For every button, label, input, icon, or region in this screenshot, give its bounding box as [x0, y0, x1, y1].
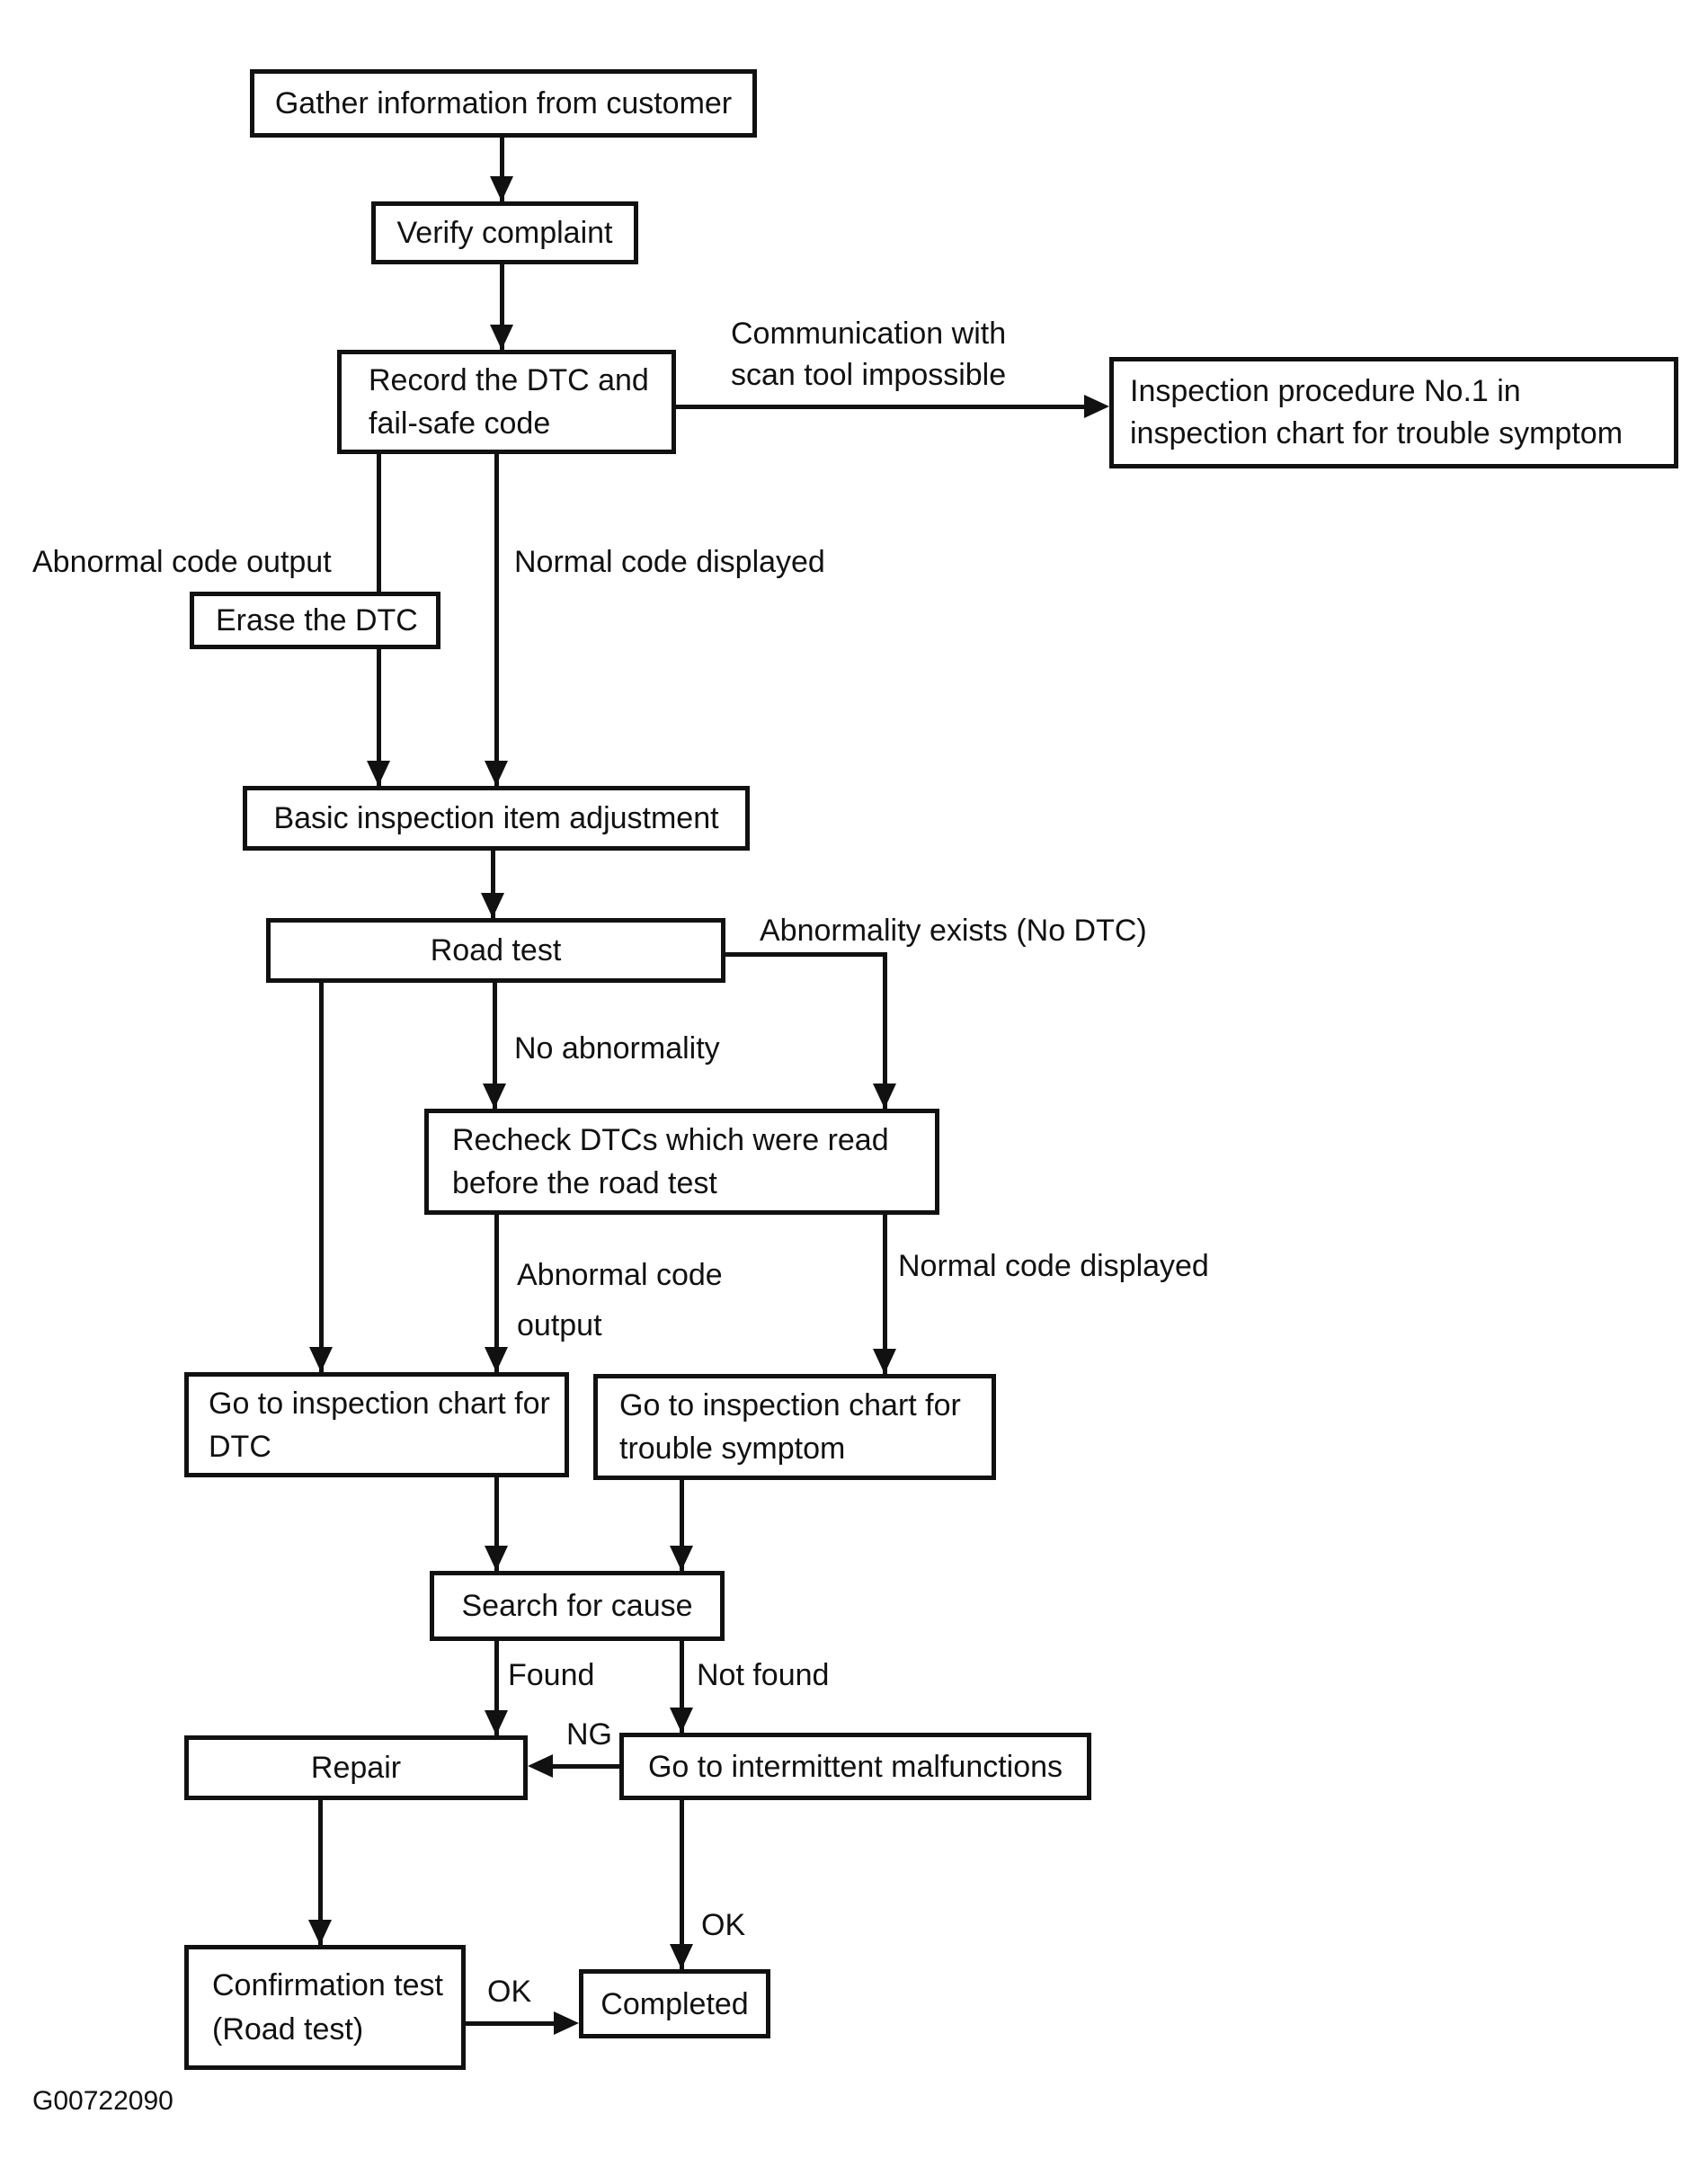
node-label-line: Confirmation test [212, 1967, 443, 2002]
node-label: Road test [430, 933, 562, 968]
node-label-line: Inspection procedure No.1 in [1130, 374, 1521, 408]
node-label-line: (Road test) [212, 2011, 364, 2047]
node-confirmation-test [184, 1945, 466, 2070]
node-inspection-procedure-no1 [1109, 357, 1678, 468]
arrow-down-icon [873, 1349, 896, 1374]
node-label: Completed [600, 1986, 749, 2021]
arrow-down-icon [485, 1347, 508, 1372]
arrow-left-icon [528, 1754, 553, 1778]
node-label-line: fail-safe code [369, 406, 551, 441]
node-gather-information [250, 69, 757, 138]
node-record-dtc [337, 350, 676, 454]
node-repair [184, 1735, 528, 1800]
edge-label-found: Found [508, 1658, 595, 1692]
arrow-down-icon [670, 1708, 693, 1733]
node-intermittent-malfunctions [619, 1733, 1091, 1800]
node-erase-dtc [190, 592, 440, 649]
node-label-line: inspection chart for trouble symptom [1130, 416, 1623, 450]
node-label: Gather information from customer [274, 86, 733, 120]
node-label: Basic inspection item adjustment [273, 801, 719, 835]
edge-label-not-found: Not found [697, 1658, 830, 1692]
arrow-right-icon [554, 2011, 579, 2035]
edge-label-line: Abnormal code [517, 1258, 723, 1292]
node-chart-for-trouble-symptom [593, 1374, 996, 1480]
node-recheck-dtcs [424, 1109, 939, 1215]
figure-code: G00722090 [32, 2086, 173, 2116]
edge-label-line: scan tool impossible [731, 358, 1007, 392]
node-search-for-cause [430, 1571, 725, 1641]
arrow-down-icon [308, 1920, 332, 1945]
edge-label-normal-code-displayed-2: Normal code displayed [898, 1249, 1209, 1283]
edge-label-communication [731, 313, 1006, 396]
node-label: Search for cause [461, 1589, 693, 1623]
node-label: Verify complaint [396, 216, 613, 250]
arrow-down-icon [670, 1944, 693, 1969]
edge-label-abnormal-code-output: Abnormal code output [32, 545, 332, 579]
node-label: Repair [310, 1751, 402, 1785]
node-basic-inspection [243, 786, 750, 851]
node-label-line: Record the DTC and [369, 363, 649, 397]
edge-label-abnormal-code-output-2 [517, 1250, 723, 1351]
connector-line [550, 1764, 619, 1769]
arrow-down-icon [873, 1084, 896, 1109]
edge-label-ng: NG [566, 1717, 612, 1752]
connector-line [319, 981, 324, 1372]
node-verify-complaint [371, 201, 638, 264]
edge-label-ok-intermittent: OK [701, 1908, 746, 1942]
arrow-right-icon [1084, 395, 1109, 418]
node-label: Erase the DTC [216, 603, 418, 638]
edge-label-normal-code-displayed: Normal code displayed [514, 545, 825, 579]
node-label: Go to intermittent malfunctions [647, 1749, 1063, 1784]
edge-label-no-abnormality: No abnormality [514, 1031, 720, 1066]
connector-line [465, 2021, 556, 2026]
arrow-down-icon [485, 1546, 508, 1571]
node-label-line: Recheck DTCs which were read [452, 1123, 889, 1157]
arrow-down-icon [490, 325, 513, 350]
connector-line [377, 452, 381, 592]
node-completed [579, 1969, 770, 2038]
arrow-down-icon [481, 893, 504, 918]
connector-line [494, 452, 499, 786]
arrow-down-icon [670, 1546, 693, 1571]
arrow-down-icon [309, 1347, 333, 1372]
edge-label-line: output [517, 1308, 602, 1342]
edge-label-line: Communication with [731, 317, 1007, 351]
node-label-line: DTC [209, 1429, 271, 1464]
node-chart-for-dtc [184, 1372, 569, 1477]
edge-label-abnormality-exists: Abnormality exists (No DTC) [760, 914, 1147, 948]
edge-label-ok-confirmation: OK [487, 1975, 532, 2009]
arrow-down-icon [485, 1710, 508, 1735]
node-label-line: Go to inspection chart for [209, 1386, 550, 1421]
arrow-down-icon [490, 176, 513, 201]
connector-line [674, 405, 1090, 409]
arrow-down-icon [483, 1084, 506, 1109]
arrow-down-icon [367, 761, 390, 786]
node-label-line: before the road test [452, 1166, 717, 1200]
node-label-line: trouble symptom [619, 1431, 846, 1466]
arrow-down-icon [485, 761, 508, 786]
connector-line [724, 952, 887, 957]
node-road-test [266, 918, 725, 983]
node-label-line: Go to inspection chart for [619, 1388, 961, 1422]
